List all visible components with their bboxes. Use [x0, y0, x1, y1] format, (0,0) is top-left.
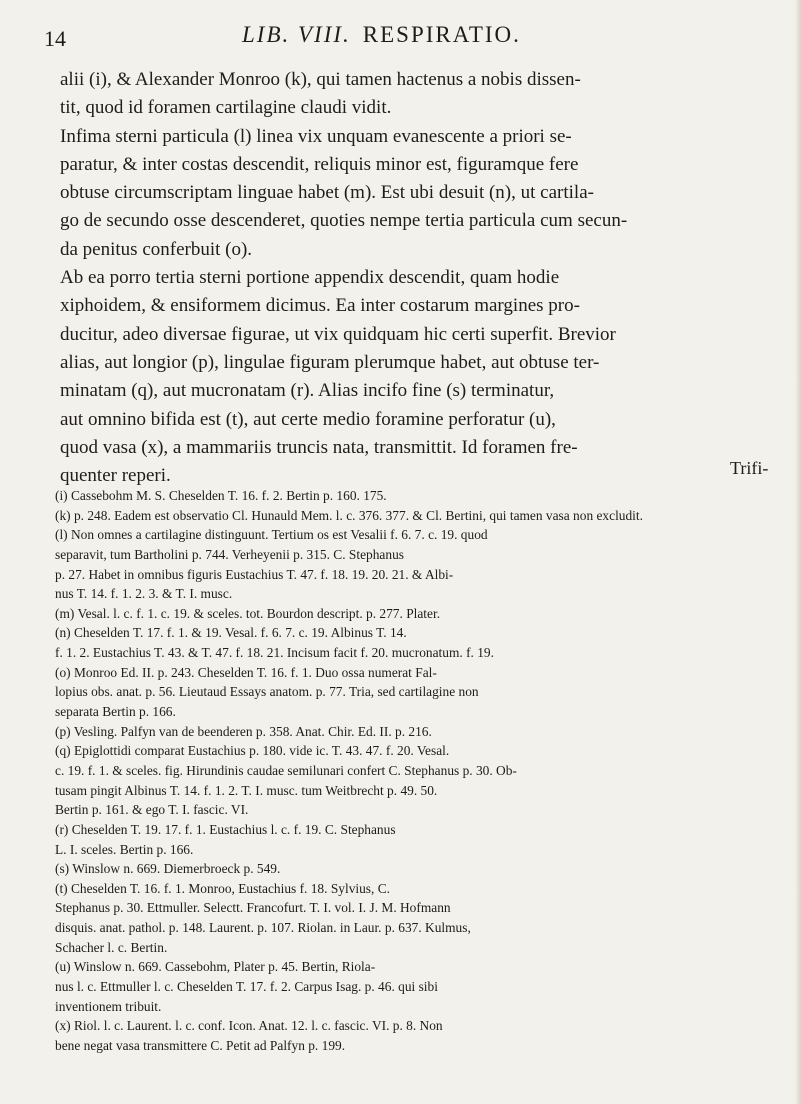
body-line: paratur, & inter costas descendit, reliquis minor est, figuramque fere: [60, 153, 579, 175]
running-title-section: RESPIRATIO.: [362, 22, 521, 47]
body-line: Ab ea porro tertia sterni portione appendix descendit, quam hodie: [60, 267, 560, 289]
footnote-line: lopius obs. anat. p. 56. Lieutaud Essays anatom. p. 77. Tria, sed cartilagine non: [55, 684, 479, 700]
page-edge-shadow: [795, 0, 801, 1104]
body-line: da penitus conferbuit (o).: [60, 238, 253, 260]
footnote-line: (m) Vesal. l. c. f. 1. c. 19. & sceles. tot. Bourdon descript. p. 277. Plater.: [55, 605, 441, 621]
body-line: quenter reperi.: [60, 465, 171, 487]
footnote-line: inventionem tribuit.: [55, 998, 162, 1014]
body-line: go de secundo osse descenderet, quoties nempe tertia particula cum secun-: [60, 210, 628, 232]
footnote-line: Bertin p. 161. & ego T. I. fascic. VI.: [55, 802, 249, 818]
footnote-line: (s) Winslow n. 669. Diemerbroeck p. 549.: [55, 861, 281, 877]
footnote-line: tusam pingit Albinus T. 14. f. 1. 2. T. I. musc. tum Weitbrecht p. 49. 50.: [55, 782, 438, 798]
footnote-line: (x) Riol. l. c. Laurent. l. c. conf. Icon. Anat. 12. l. c. fascic. VI. p. 8. Non: [55, 1018, 443, 1034]
footnote-line: Stephanus p. 30. Ettmuller. Selectt. Francofurt. T. I. vol. I. J. M. Hofmann: [55, 900, 451, 916]
footnote-line: c. 19. f. 1. & sceles. fig. Hirundinis caudae semilunari confert C. Stephanus p. 30. Ob-: [55, 762, 517, 778]
page-header: [0, 22, 801, 52]
footnote-line: nus T. 14. f. 1. 2. 3. & T. I. musc.: [55, 586, 233, 602]
body-line: tit, quod id foramen cartilagine claudi vidit.: [60, 97, 392, 119]
body-line: obtuse circumscriptam linguae habet (m). Est ubi desuit (n), ut cartila-: [60, 182, 594, 204]
body-line: Infima sterni particula (l) linea vix unquam evanescente a priori se-: [60, 125, 572, 147]
body-line: aut omnino bifida est (t), aut certe medio foramine perforatur (u),: [60, 408, 556, 430]
footnote-line: (o) Monroo Ed. II. p. 243. Cheselden T. 16. f. 1. Duo ossa numerat Fal-: [55, 664, 437, 680]
running-title-book: LIB. VIII.: [242, 22, 351, 47]
catchword: Trifi-: [730, 458, 769, 478]
body-line: alias, aut longior (p), lingulae figuram plerumque habet, aut obtuse ter-: [60, 351, 600, 373]
footnote-line: (l) Non omnes a cartilagine distinguunt. Tertium os est Vesalii f. 6. 7. c. 19. quod: [55, 527, 488, 543]
footnote-line: separavit, tum Bartholini p. 744. Verheyenii p. 315. C. Stephanus: [55, 546, 404, 562]
footnote-line: (p) Vesling. Palfyn van de beenderen p. 358. Anat. Chir. Ed. II. p. 216.: [55, 723, 432, 739]
body-line: alii (i), & Alexander Monroo (k), qui tamen hactenus a nobis dissen-: [60, 69, 581, 90]
main-paragraphs: [60, 66, 780, 490]
footnote-line: nus l. c. Ettmuller l. c. Cheselden T. 17. f. 2. Carpus Isag. p. 46. qui sibi: [55, 979, 438, 995]
footnote-line: (k) p. 248. Eadem est observatio Cl. Hunauld Mem. l. c. 376. 377. & Cl. Bertini, qui tamen vasa non excludit.: [55, 507, 643, 523]
body-line: xiphoidem, & ensiformem dicimus. Ea inter costarum margines pro-: [60, 295, 580, 317]
footnote-line: (u) Winslow n. 669. Cassebohm, Plater p. 45. Bertin, Riola-: [55, 959, 376, 975]
footnote-line: (q) Epiglottidi comparat Eustachius p. 180. vide ic. T. 43. 47. f. 20. Vesal.: [55, 743, 450, 759]
footnote-line: L. I. sceles. Bertin p. 166.: [55, 841, 194, 857]
running-title: [242, 22, 521, 48]
footnote-line: (i) Cassebohm M. S. Cheselden T. 16. f. 2. Bertin p. 160. 175.: [55, 488, 387, 503]
footnote-line: separata Bertin p. 166.: [55, 704, 176, 720]
body-line: ducitur, adeo diversae figurae, ut vix quidquam hic certi superfit. Brevior: [60, 323, 616, 345]
body-line: minatam (q), aut mucronatam (r). Alias incifo fine (s) terminatur,: [60, 380, 555, 402]
footnote-line: disquis. anat. pathol. p. 148. Laurent. p. 107. Riolan. in Laur. p. 637. Kulmus,: [55, 920, 471, 936]
footnotes: [55, 486, 781, 1056]
page-number: 14: [44, 26, 66, 51]
footnote-line: Schacher l. c. Bertin.: [55, 939, 168, 955]
footnote-line: bene negat vasa transmittere C. Petit ad Palfyn p. 199.: [55, 1037, 346, 1053]
footnote-line: (t) Cheselden T. 16. f. 1. Monroo, Eustachius f. 18. Sylvius, C.: [55, 880, 390, 896]
body-line: quod vasa (x), a mammariis truncis nata, transmittit. Id foramen fre-: [60, 436, 578, 458]
footnote-line: p. 27. Habet in omnibus figuris Eustachius T. 47. f. 18. 19. 20. 21. & Albi-: [55, 566, 454, 582]
footnote-line: (r) Cheselden T. 19. 17. f. 1. Eustachius l. c. f. 19. C. Stephanus: [55, 821, 396, 837]
footnote-line: (n) Cheselden T. 17. f. 1. & 19. Vesal. f. 6. 7. c. 19. Albinus T. 14.: [55, 625, 407, 641]
footnote-line: f. 1. 2. Eustachius T. 43. & T. 47. f. 18. 21. Incisum facit f. 20. mucronatum. f. 19.: [55, 645, 494, 661]
